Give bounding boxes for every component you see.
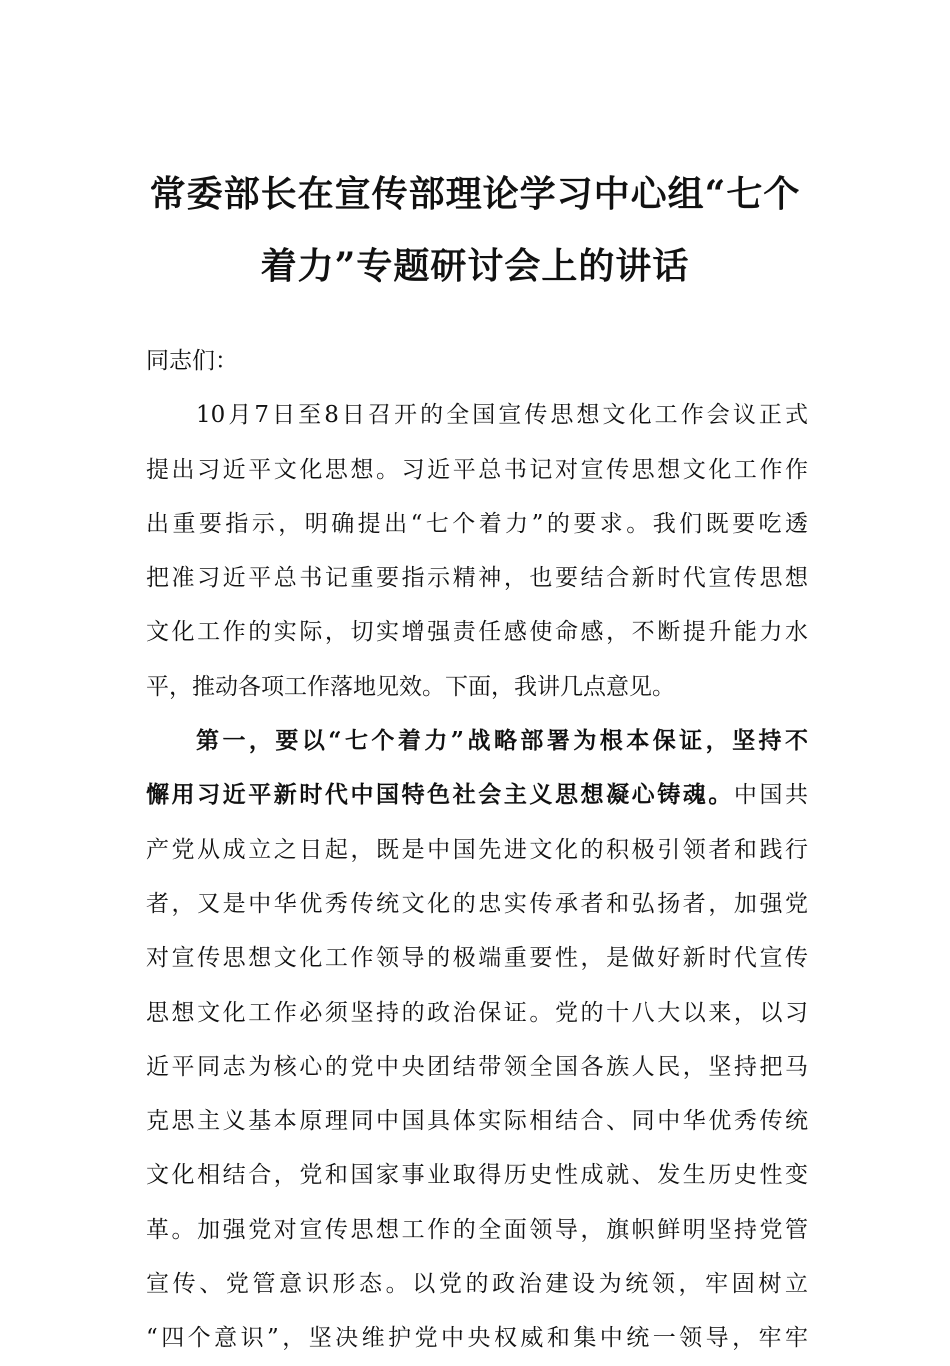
paragraph-1-line: 出重要指示，明确提出“七个着力”的要求。我们既要吃透: [146, 510, 808, 537]
paragraph-1: [146, 388, 808, 714]
paragraph-2-body-start: 中国共: [733, 782, 809, 809]
paragraph-2-mixed-line: [146, 768, 808, 822]
salutation: 同志们：: [146, 348, 238, 374]
document-title: [120, 158, 830, 302]
paragraph-2: [146, 714, 808, 1366]
paragraph-2-line: 宣传、党管意识形态。以党的政治建设为统领，牢固树立: [146, 1271, 808, 1298]
paragraph-2-line: 文化相结合，党和国家事业取得历史性成就、发生历史性变: [146, 1162, 808, 1189]
paragraph-2-line: 对宣传思想文化工作领导的极端重要性，是做好新时代宣传: [146, 945, 808, 972]
paragraph-2-line: 近平同志为核心的党中央团结带领全国各族人民，坚持把马: [146, 1053, 808, 1080]
paragraph-2-line: 产党从成立之日起，既是中国先进文化的积极引领者和践行: [146, 836, 808, 863]
paragraph-1-line: 文化工作的实际，切实增强责任感使命感，不断提升能力水: [146, 619, 808, 646]
paragraph-2-line: “四个意识”，坚决维护党中央权威和集中统一领导，牢牢: [146, 1325, 808, 1352]
paragraph-1-line: 10月7日至8日召开的全国宣传思想文化工作会议正式: [196, 402, 808, 429]
paragraph-2-line: 革。加强党对宣传思想工作的全面领导，旗帜鲜明坚持党管: [146, 1216, 808, 1243]
title-line-2: 着力”专题研讨会上的讲话: [260, 245, 690, 287]
paragraph-2-line: 者，又是中华优秀传统文化的忠实传承者和弘扬者，加强党: [146, 890, 808, 917]
paragraph-2-line: 思想文化工作必须坚持的政治保证。党的十八大以来，以习: [146, 999, 808, 1026]
paragraph-1-line: 把准习近平总书记重要指示精神，也要结合新时代宣传思想: [146, 565, 808, 592]
paragraph-2-line: 克思主义基本原理同中国具体实际相结合、同中华优秀传统: [146, 1108, 808, 1135]
paragraph-1-line: 平，推动各项工作落地见效。下面，我讲几点意见。: [146, 673, 675, 700]
title-line-1: 常委部长在宣传部理论学习中心组“七个: [149, 173, 801, 215]
document-body: [146, 334, 808, 1366]
paragraph-1-line: 提出习近平文化思想。习近平总书记对宣传思想文化工作作: [146, 456, 808, 483]
paragraph-2-heading-line: 第一，要以“七个着力”战略部署为根本保证，坚持不: [196, 727, 808, 755]
paragraph-2-heading-end: 懈用习近平新时代中国特色社会主义思想凝心铸魂。: [146, 781, 734, 809]
